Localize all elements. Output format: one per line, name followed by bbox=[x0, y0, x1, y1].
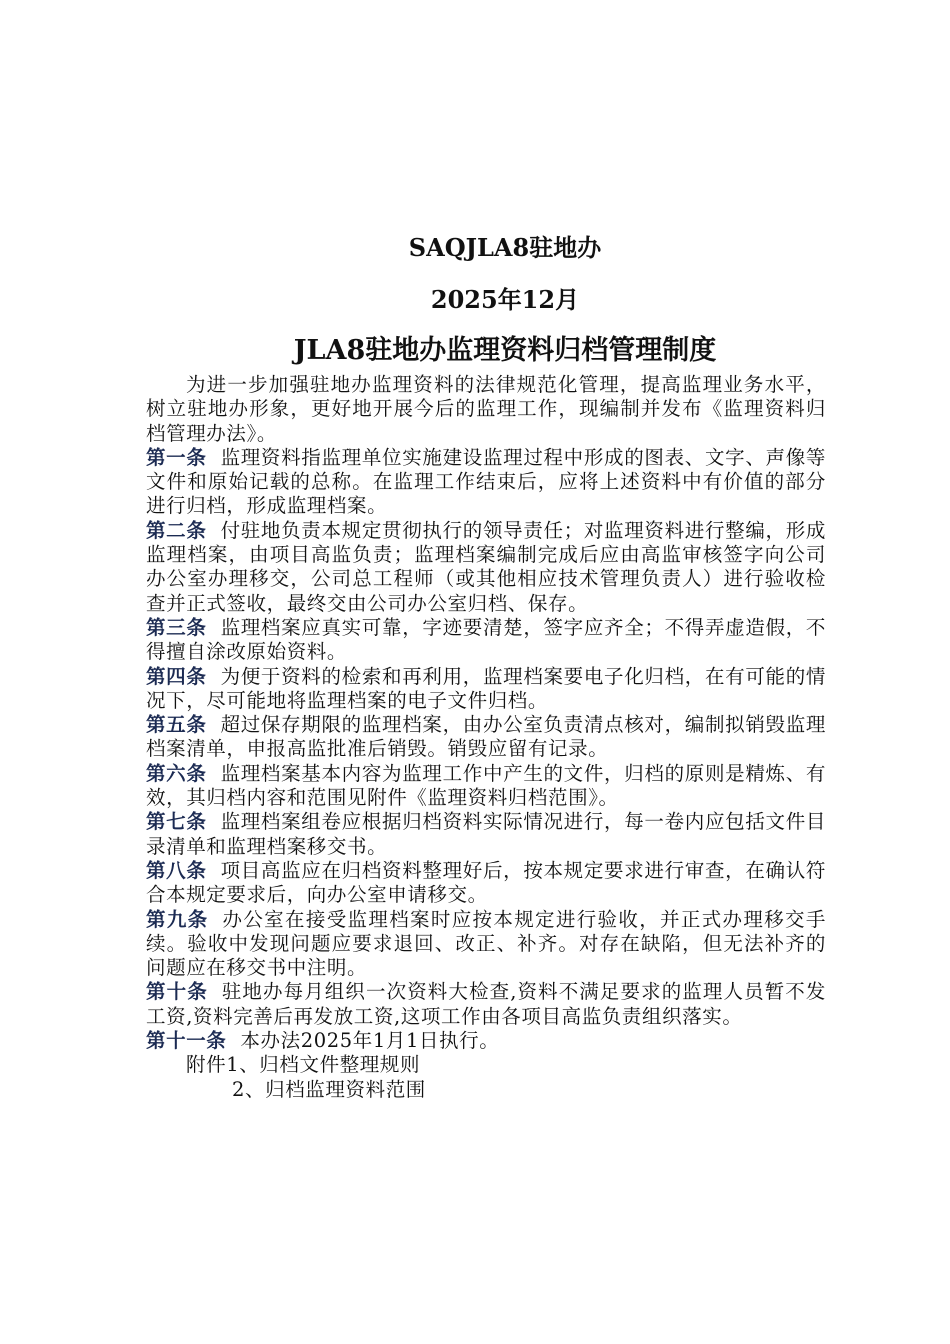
article-title: 第十一条 bbox=[146, 1029, 227, 1053]
article-2 bbox=[146, 519, 826, 616]
article-title: 第一条 bbox=[146, 445, 207, 469]
article-11 bbox=[146, 1029, 826, 1053]
article-title: 第二条 bbox=[146, 518, 207, 542]
article-text: 监理档案应真实可靠，字迹要清楚，签字应齐全；不得弄虚造假，不得擅自涂改原始资料。 bbox=[146, 615, 826, 664]
article-text: 监理档案组卷应根据归档资料实际情况进行，每一卷内应包括文件目录清单和监理档案移交书。 bbox=[146, 810, 826, 858]
article-title: 第六条 bbox=[146, 761, 207, 785]
article-text: 驻地办每月组织一次资料大检查,资料不满足要求的监理人员暂不发工资,资料完善后再发放工资,这项工作由各项目高监负责组织落实。 bbox=[146, 980, 826, 1028]
article-title: 第四条 bbox=[146, 664, 207, 688]
article-1 bbox=[146, 446, 826, 519]
article-text: 监理资料指监理单位实施建设监理过程中形成的图表、文字、声像等文件和原始记载的总称。在监理工作结束后，应将上述资料中有价值的部分进行归档，形成监理档案。 bbox=[146, 445, 826, 518]
article-3 bbox=[146, 616, 826, 665]
article-9 bbox=[146, 908, 826, 981]
article-title: 第三条 bbox=[146, 615, 207, 639]
article-4 bbox=[146, 665, 826, 714]
article-title: 第十条 bbox=[146, 980, 208, 1004]
attachment-line-1: 附件1、归档文件整理规则 bbox=[186, 1053, 421, 1077]
document-date: 2025年12月 bbox=[430, 285, 580, 314]
attachment-line-2: 2、归档监理资料范围 bbox=[232, 1077, 426, 1101]
article-7 bbox=[146, 810, 826, 859]
article-text: 超过保存期限的监理档案，由办公室负责清点核对，编制拟销毁监理档案清单，申报高监批准后销毁。销毁应留有记录。 bbox=[146, 713, 826, 761]
intro-paragraph: 为进一步加强驻地办监理资料的法律规范化管理，提高监理业务水平，树立驻地办形象，更好地开展今后的监理工作，现编制并发布《监理资料归档管理办法》。 bbox=[146, 373, 826, 445]
article-title: 第八条 bbox=[146, 858, 207, 882]
article-6 bbox=[146, 762, 826, 811]
article-text: 为便于资料的检索和再利用，监理档案要电子化归档，在有可能的情况下，尽可能地将监理档案的电子文件归档。 bbox=[146, 664, 826, 712]
article-text: 本办法2025年1月1日执行。 bbox=[240, 1029, 500, 1053]
article-title: 第九条 bbox=[146, 907, 209, 931]
article-text: 付驻地负责本规定贯彻执行的领导责任；对监理资料进行整编，形成监理档案，由项目高监负责；监理档案编制完成后应由高监审核签字向公司办公室办理移交，公司总工程师（或其他相应技术管理负责人）进行验收检查并正式签收，最终交由公司办公室归档、保存。 bbox=[146, 518, 826, 615]
article-text: 项目高监应在归档资料整理好后，按本规定要求进行审查，在确认符合本规定要求后，向办公室申请移交。 bbox=[146, 858, 826, 907]
article-10 bbox=[146, 980, 826, 1029]
document-body bbox=[146, 373, 826, 1102]
article-text: 监理档案基本内容为监理工作中产生的文件，归档的原则是精炼、有效，其归档内容和范围见附件《监理资料归档范围》。 bbox=[146, 761, 826, 810]
organization-name: SAQJLA8驻地办 bbox=[408, 233, 602, 262]
article-title: 第七条 bbox=[146, 810, 207, 834]
article-5 bbox=[146, 713, 826, 762]
document-title: JLA8驻地办监理资料归档管理制度 bbox=[293, 335, 717, 366]
article-title: 第五条 bbox=[146, 713, 207, 737]
article-8 bbox=[146, 859, 826, 908]
article-text: 办公室在接受监理档案时应按本规定进行验收，并正式办理移交手续。验收中发现问题应要求退回、改正、补齐。对存在缺陷，但无法补齐的问题应在移交书中注明。 bbox=[146, 907, 826, 980]
